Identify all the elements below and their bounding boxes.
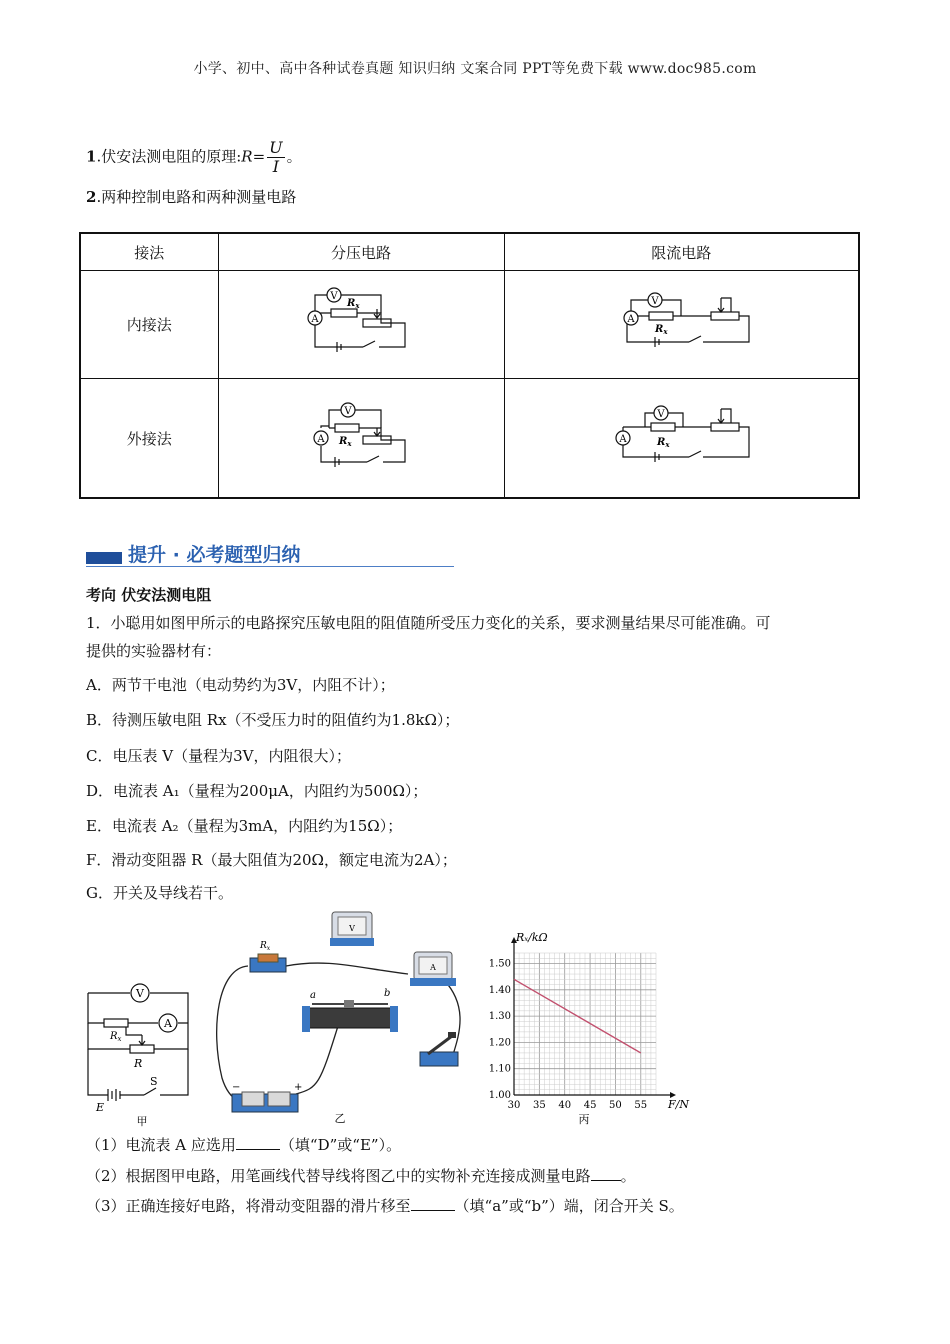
- y-tick-label: 1.40: [488, 984, 511, 996]
- fraction-numerator: U: [269, 138, 283, 157]
- x-tick-label: 40: [558, 1100, 572, 1111]
- question-stem-line1: 1．小聪用如图甲所示的电路探究压敏电阻的阻值随所受压力变化的关系，要求测量结果尽可能准确。可: [86, 614, 771, 632]
- table-header-divider: 分压电路: [218, 233, 504, 271]
- yi-plus-label: +: [294, 1082, 303, 1093]
- option-e: E．电流表 A₂（量程为3mA，内阻约为15Ω）；: [86, 817, 403, 835]
- table-row: [80, 379, 859, 499]
- rheostat-device: [302, 988, 398, 1032]
- yi-caption: 乙: [334, 1112, 346, 1125]
- circuit-internal-limiter: [611, 290, 751, 356]
- circuit-external-divider: [301, 398, 421, 474]
- x-tick-label: 50: [609, 1100, 622, 1111]
- rx-label: $R_x$: [657, 437, 670, 449]
- option-c: C．电压表 V（量程为3V，内阻很大）；: [86, 747, 351, 765]
- section-heading: 考向 伏安法测电阻: [86, 586, 212, 604]
- option-g: G．开关及导线若干。: [86, 884, 233, 902]
- voltmeter-device: [330, 912, 374, 946]
- y-tick-label: 1.50: [488, 958, 511, 970]
- principle-eq: =: [252, 147, 266, 166]
- rx-label: $R_x$: [655, 323, 668, 336]
- chart-ticks: [489, 959, 647, 1111]
- switch-device: [420, 1032, 458, 1066]
- question-stem-line2: 提供的实验器材有：: [86, 642, 222, 660]
- yi-minus-label: −: [232, 1082, 241, 1093]
- banner-title: 提升 · 必考题型归纳: [128, 544, 301, 566]
- answer-blank-3[interactable]: [411, 1196, 455, 1211]
- principle-lhs: R: [241, 147, 253, 166]
- device-v-label: V: [349, 924, 355, 933]
- sub1-text: （1）电流表 A 应选用: [86, 1136, 236, 1154]
- y-tick-label: 1.00: [488, 1090, 511, 1101]
- circuits-title-number: 2: [86, 188, 97, 206]
- yi-rx-label: $R_x$: [260, 941, 271, 952]
- row-label-internal: 内接法: [80, 271, 218, 379]
- circuits-title: [86, 187, 296, 207]
- y-tick-label: 1.20: [488, 1037, 511, 1049]
- chart-ylabel: Rₓ/kΩ: [516, 931, 548, 944]
- ammeter-label: A: [311, 313, 319, 325]
- rx-label: $R_x$: [339, 436, 352, 448]
- table-header-limiter: 限流电路: [504, 233, 859, 271]
- cell-internal-divider: [218, 271, 504, 379]
- voltmeter-label: V: [651, 295, 659, 307]
- circuit-table: [79, 232, 860, 499]
- rx-device: [250, 941, 286, 972]
- sub3-text: （3）正确连接好电路，将滑动变阻器的滑片移至: [86, 1197, 411, 1215]
- sub-question-3: [86, 1196, 684, 1216]
- answer-blank-2[interactable]: [591, 1166, 621, 1181]
- circuit-internal-divider: [301, 287, 421, 359]
- jia-caption: 甲: [136, 1115, 148, 1127]
- table-header-method: 接法: [80, 233, 218, 271]
- voltmeter-label: V: [344, 406, 352, 417]
- jia-s-label: S: [150, 1075, 158, 1088]
- banner-bar: [86, 552, 122, 564]
- yi-b-label: b: [384, 988, 391, 999]
- page-header: 小学、初中、高中各种试卷真题 知识归纳 文案合同 PPT等免费下载 www.doc985.com: [193, 61, 757, 77]
- sub-question-1: [86, 1135, 401, 1155]
- circuits-title-text: .两种控制电路和两种测量电路: [96, 188, 297, 206]
- jia-r-label: R: [134, 1057, 143, 1070]
- y-tick-label: 1.30: [488, 1011, 511, 1023]
- sub1-end: （填“D”或“E”）。: [279, 1136, 402, 1154]
- principle-line: [86, 139, 302, 176]
- ammeter-label: A: [619, 434, 627, 445]
- sub2-end: 。: [620, 1167, 636, 1185]
- cell-external-divider: [218, 379, 504, 499]
- principle-end: 。: [286, 147, 302, 166]
- section-banner: [86, 540, 454, 568]
- jia-rx-label: $R_x$: [110, 1031, 122, 1043]
- voltmeter-label: V: [330, 290, 338, 302]
- table-row: [80, 271, 859, 379]
- device-a-label: A: [430, 963, 436, 972]
- answer-blank-1[interactable]: [236, 1135, 280, 1150]
- figure-yi-apparatus: [208, 908, 470, 1128]
- circuit-external-limiter: [611, 401, 751, 471]
- voltmeter-label: V: [136, 987, 144, 1000]
- principle-number: 1: [86, 147, 97, 166]
- banner-underline: [86, 566, 454, 567]
- option-d: D．电流表 A₁（量程为200μA，内阻约为500Ω）；: [86, 782, 428, 800]
- cell-external-limiter: [504, 379, 859, 499]
- ammeter-label: A: [627, 313, 635, 325]
- principle-text: .伏安法测电阻的原理:: [96, 147, 242, 166]
- figure-jia-circuit: [86, 975, 198, 1127]
- option-f: F．滑动变阻器 R（最大阻值为20Ω，额定电流为2A）；: [86, 851, 457, 869]
- principle-fraction: [267, 139, 284, 176]
- row-label-external: 外接法: [80, 379, 218, 499]
- figure-bing-chart: [480, 925, 690, 1127]
- battery-device: [232, 1082, 302, 1112]
- option-a: A．两节干电池（电动势约为3V，内阻不计）；: [86, 676, 395, 694]
- ammeter-label: A: [317, 434, 325, 445]
- ammeter-device: [410, 952, 456, 986]
- rx-label: $R_x$: [347, 297, 360, 310]
- jia-e-label: E: [96, 1101, 105, 1114]
- chart-caption: 丙: [578, 1113, 590, 1126]
- fraction-denominator: I: [272, 157, 280, 176]
- x-tick-label: 45: [583, 1100, 597, 1111]
- chart-grid: [514, 953, 656, 1095]
- sub-question-2: [86, 1166, 636, 1186]
- option-b: B．待测压敏电阻 Rx（不受压力时的阻值约为1.8kΩ）；: [86, 711, 460, 729]
- ammeter-label: A: [164, 1017, 172, 1030]
- x-tick-label: 30: [507, 1100, 521, 1111]
- table-header-row: [80, 233, 859, 271]
- y-tick-label: 1.10: [488, 1063, 511, 1075]
- x-tick-label: 35: [532, 1100, 546, 1111]
- sub2-text: （2）根据图甲电路，用笔画线代替导线将图乙中的实物补充连接成测量电路: [86, 1167, 591, 1185]
- x-tick-label: 55: [634, 1100, 648, 1111]
- cell-internal-limiter: [504, 271, 859, 379]
- sub3-end: （填“a”或“b”）端，闭合开关 S。: [454, 1197, 684, 1215]
- voltmeter-label: V: [657, 409, 665, 420]
- chart-xlabel: F/N: [668, 1098, 689, 1111]
- yi-a-label: a: [310, 990, 316, 1001]
